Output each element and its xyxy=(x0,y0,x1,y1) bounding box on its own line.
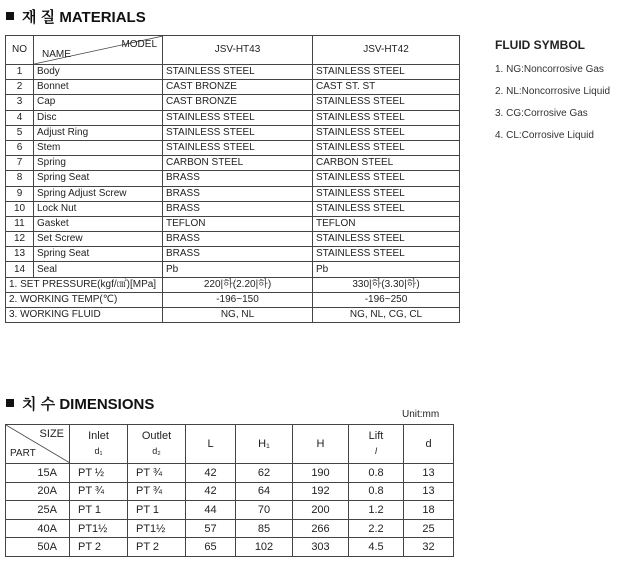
material-name: Spring Adjust Screw xyxy=(34,186,163,201)
material-row xyxy=(6,156,460,171)
material-no: 13 xyxy=(6,247,34,262)
material-no: 12 xyxy=(6,232,34,247)
dimension-row xyxy=(6,538,454,557)
material-ht43: CAST BRONZE xyxy=(163,80,313,95)
dim-outlet: PT 1 xyxy=(128,501,186,520)
material-ht42: Pb xyxy=(313,262,460,277)
material-no: 10 xyxy=(6,201,34,216)
header-inlet-label: Inlet xyxy=(88,430,109,442)
square-bullet-icon xyxy=(6,399,14,407)
spec-label: 2. WORKING TEMP(℃) xyxy=(6,292,163,307)
material-ht43: BRASS xyxy=(163,232,313,247)
material-name: Disc xyxy=(34,110,163,125)
dimension-row xyxy=(6,519,454,538)
spec-row xyxy=(6,292,460,307)
fluid-symbol-item: 1. NG:Noncorrosive Gas xyxy=(495,64,604,75)
spec-row xyxy=(6,277,460,292)
header-model-ht42: JSV-HT42 xyxy=(313,36,460,65)
material-ht42: TEFLON xyxy=(313,216,460,231)
dim-d: 13 xyxy=(404,482,454,501)
material-name: Gasket xyxy=(34,216,163,231)
fluid-symbol-item: 4. CL:Corrosive Liquid xyxy=(495,130,594,141)
dim-d: 32 xyxy=(404,538,454,557)
material-ht43: BRASS xyxy=(163,201,313,216)
dim-lift: 0.8 xyxy=(349,464,404,483)
dim-H: 190 xyxy=(293,464,349,483)
header-outlet xyxy=(128,425,186,464)
header-size: SIZE xyxy=(39,428,64,440)
dimensions-title-ko: 치 수 xyxy=(22,396,56,413)
spec-label: 1. SET PRESSURE(kgf/㎠)[MPa] xyxy=(6,277,163,292)
dim-L: 44 xyxy=(186,501,236,520)
material-no: 8 xyxy=(6,171,34,186)
dimension-row xyxy=(6,482,454,501)
spec-row xyxy=(6,308,460,323)
material-ht43: BRASS xyxy=(163,186,313,201)
dim-H: 266 xyxy=(293,519,349,538)
dim-H: 303 xyxy=(293,538,349,557)
dim-outlet: PT 2 xyxy=(128,538,186,557)
header-H1: H₁ xyxy=(236,425,293,464)
dimensions-header-row xyxy=(6,425,454,464)
header-model: MODEL xyxy=(121,39,157,50)
header-part: PART xyxy=(10,448,36,459)
dimensions-table xyxy=(5,424,454,557)
dim-d: 25 xyxy=(404,519,454,538)
dim-outlet: PT ¾ xyxy=(128,482,186,501)
material-ht43: STAINLESS STEEL xyxy=(163,110,313,125)
dim-outlet: PT ¾ xyxy=(128,464,186,483)
fluid-symbol-title: FLUID SYMBOL xyxy=(495,38,585,52)
dim-lift: 4.5 xyxy=(349,538,404,557)
material-ht43: STAINLESS STEEL xyxy=(163,65,313,80)
header-outlet-symbol: d₂ xyxy=(152,446,161,456)
dim-L: 65 xyxy=(186,538,236,557)
dimensions-title-en: DIMENSIONS xyxy=(59,396,155,413)
header-model-ht43: JSV-HT43 xyxy=(163,36,313,65)
material-row xyxy=(6,232,460,247)
spec-ht43: NG, NL xyxy=(163,308,313,323)
material-name: Lock Nut xyxy=(34,201,163,216)
dim-part: 50A xyxy=(6,538,70,557)
material-ht43: CARBON STEEL xyxy=(163,156,313,171)
material-no: 9 xyxy=(6,186,34,201)
dim-part: 25A xyxy=(6,501,70,520)
header-H: H xyxy=(293,425,349,464)
fluid-symbol-item: 3. CG:Corrosive Gas xyxy=(495,108,588,119)
header-no: NO xyxy=(6,36,34,65)
material-no: 11 xyxy=(6,216,34,231)
material-no: 14 xyxy=(6,262,34,277)
dim-inlet: PT ½ xyxy=(70,464,128,483)
material-ht43: STAINLESS STEEL xyxy=(163,125,313,140)
material-name: Spring xyxy=(34,156,163,171)
material-name: Spring Seat xyxy=(34,247,163,262)
material-no: 3 xyxy=(6,95,34,110)
materials-title-en: MATERIALS xyxy=(59,9,146,26)
header-d: d xyxy=(404,425,454,464)
header-inlet-symbol: d₁ xyxy=(94,446,103,456)
dim-H1: 85 xyxy=(236,519,293,538)
dim-lift: 2.2 xyxy=(349,519,404,538)
dim-inlet: PT 2 xyxy=(70,538,128,557)
material-row xyxy=(6,171,460,186)
spec-ht43: -196~150 xyxy=(163,292,313,307)
material-row xyxy=(6,247,460,262)
material-name: Seal xyxy=(34,262,163,277)
materials-table xyxy=(5,35,460,323)
header-lift-symbol: l xyxy=(375,446,377,456)
material-name: Cap xyxy=(34,95,163,110)
dimensions-title xyxy=(6,393,154,414)
material-row xyxy=(6,216,460,231)
header-lift xyxy=(349,425,404,464)
material-name: Adjust Ring xyxy=(34,125,163,140)
dim-H1: 62 xyxy=(236,464,293,483)
material-name: Bonnet xyxy=(34,80,163,95)
dim-inlet: PT1½ xyxy=(70,519,128,538)
header-name: NAME xyxy=(42,49,71,60)
material-row xyxy=(6,201,460,216)
header-size-part xyxy=(6,425,70,464)
spec-ht43: 220|하(2.20|하) xyxy=(163,277,313,292)
header-inlet xyxy=(70,425,128,464)
fluid-symbol-item: 2. NL:Noncorrosive Liquid xyxy=(495,86,611,97)
material-name: Spring Seat xyxy=(34,171,163,186)
spec-ht42: 330|하(3.30|하) xyxy=(313,277,460,292)
dim-inlet: PT ¾ xyxy=(70,482,128,501)
material-no: 5 xyxy=(6,125,34,140)
material-name: Set Screw xyxy=(34,232,163,247)
dim-part: 15A xyxy=(6,464,70,483)
fluid-symbol-panel xyxy=(495,38,640,152)
square-bullet-icon xyxy=(6,12,14,20)
material-row xyxy=(6,125,460,140)
material-name: Body xyxy=(34,65,163,80)
dim-H1: 70 xyxy=(236,501,293,520)
material-ht42: STAINLESS STEEL xyxy=(313,201,460,216)
material-ht42: STAINLESS STEEL xyxy=(313,110,460,125)
material-ht42: STAINLESS STEEL xyxy=(313,186,460,201)
material-row xyxy=(6,80,460,95)
material-row xyxy=(6,65,460,80)
material-no: 7 xyxy=(6,156,34,171)
header-model-name xyxy=(34,36,163,65)
material-ht42: STAINLESS STEEL xyxy=(313,247,460,262)
dimension-row xyxy=(6,501,454,520)
dim-part: 40A xyxy=(6,519,70,538)
material-row xyxy=(6,262,460,277)
dim-H: 192 xyxy=(293,482,349,501)
header-outlet-label: Outlet xyxy=(141,430,172,442)
material-ht42: STAINLESS STEEL xyxy=(313,95,460,110)
material-no: 2 xyxy=(6,80,34,95)
material-ht42: CARBON STEEL xyxy=(313,156,460,171)
material-row xyxy=(6,110,460,125)
material-ht42: STAINLESS STEEL xyxy=(313,171,460,186)
dim-d: 18 xyxy=(404,501,454,520)
dim-L: 42 xyxy=(186,464,236,483)
material-ht43: CAST BRONZE xyxy=(163,95,313,110)
header-lift-label: Lift xyxy=(368,430,384,442)
dim-lift: 1.2 xyxy=(349,501,404,520)
dim-H: 200 xyxy=(293,501,349,520)
dim-H1: 102 xyxy=(236,538,293,557)
material-name: Stem xyxy=(34,140,163,155)
material-row xyxy=(6,140,460,155)
material-ht42: CAST ST. ST xyxy=(313,80,460,95)
dim-inlet: PT 1 xyxy=(70,501,128,520)
dimension-row xyxy=(6,464,454,483)
materials-title-ko: 재 질 xyxy=(22,9,56,26)
dim-lift: 0.8 xyxy=(349,482,404,501)
material-no: 6 xyxy=(6,140,34,155)
dim-L: 57 xyxy=(186,519,236,538)
spec-ht42: -196~250 xyxy=(313,292,460,307)
material-ht43: TEFLON xyxy=(163,216,313,231)
material-ht42: STAINLESS STEEL xyxy=(313,125,460,140)
material-ht42: STAINLESS STEEL xyxy=(313,65,460,80)
material-ht43: Pb xyxy=(163,262,313,277)
material-ht43: BRASS xyxy=(163,171,313,186)
material-ht42: STAINLESS STEEL xyxy=(313,232,460,247)
dim-L: 42 xyxy=(186,482,236,501)
material-ht42: STAINLESS STEEL xyxy=(313,140,460,155)
spec-ht42: NG, NL, CG, CL xyxy=(313,308,460,323)
material-row xyxy=(6,186,460,201)
header-L: L xyxy=(186,425,236,464)
spec-label: 3. WORKING FLUID xyxy=(6,308,163,323)
dim-part: 20A xyxy=(6,482,70,501)
dim-d: 13 xyxy=(404,464,454,483)
unit-label: Unit:mm xyxy=(402,409,440,420)
dim-outlet: PT1½ xyxy=(128,519,186,538)
material-ht43: STAINLESS STEEL xyxy=(163,140,313,155)
material-no: 1 xyxy=(6,65,34,80)
dim-H1: 64 xyxy=(236,482,293,501)
material-no: 4 xyxy=(6,110,34,125)
materials-title xyxy=(6,6,146,27)
material-ht43: BRASS xyxy=(163,247,313,262)
materials-header-row xyxy=(6,36,460,65)
material-row xyxy=(6,95,460,110)
